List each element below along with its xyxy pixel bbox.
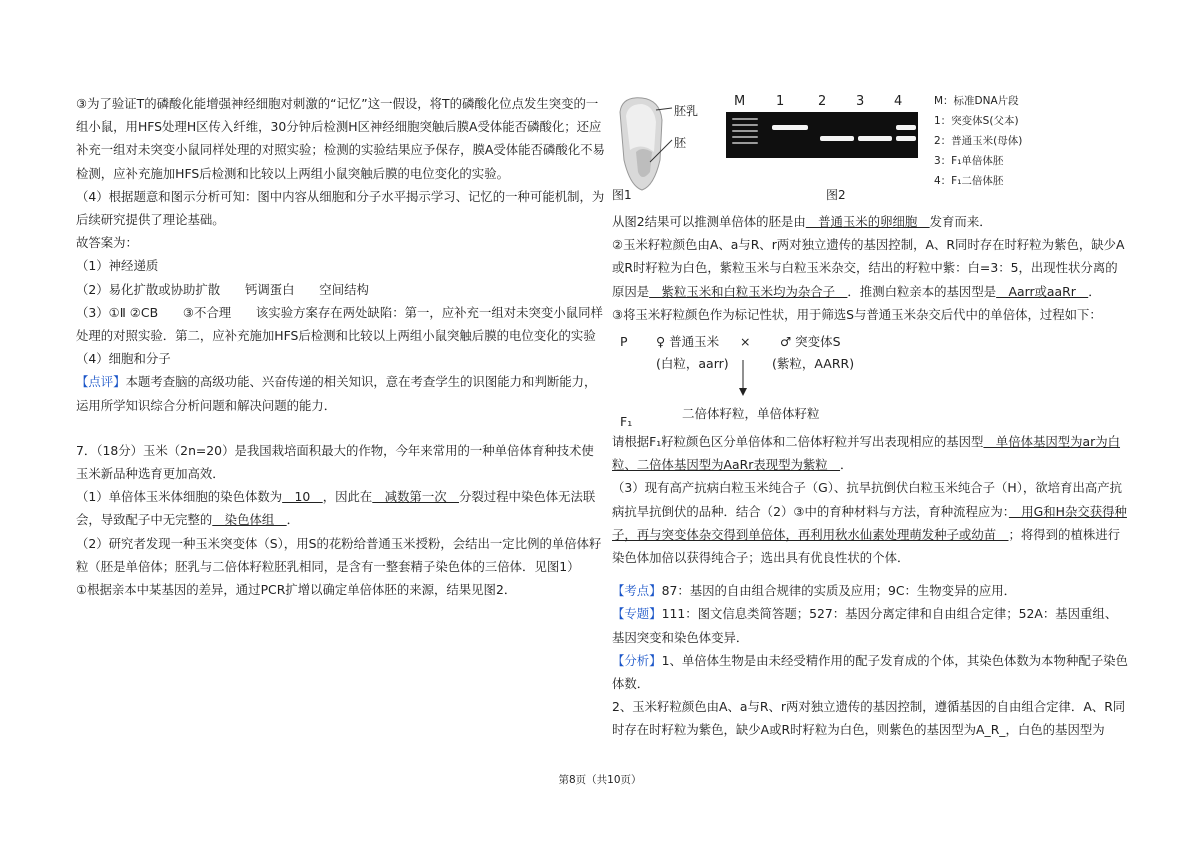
- cross-male-genotype: (紫粒，AARR): [772, 356, 855, 372]
- paragraph-r1: [612, 210, 1128, 233]
- paragraph-r3: ③将玉米籽粒颜色作为标记性状，用于筛选S与普通玉米杂交后代中的单倍体，过程如下：: [612, 306, 1102, 322]
- lane-label-1: 1: [776, 94, 785, 109]
- comment-paragraph: [76, 370, 606, 416]
- paragraph-4-analysis: （4）根据题意和图示分析可知：图中内容从细胞和分子水平揭示学习、记忆的一种可能机制，为后续研究提供了理论基础。: [76, 188, 605, 228]
- lane-label-m: M: [734, 94, 746, 109]
- figure-2-caption: 图2: [826, 188, 846, 202]
- r2-text-b: ．推测白粒亲本的基因型是: [847, 283, 997, 299]
- paragraph-r4: [612, 430, 1128, 476]
- legend-1: 1：突变体S(父本): [934, 115, 1019, 127]
- figure-2-gel: [708, 90, 1128, 202]
- r2-text: ②玉米籽粒颜色由A、a与R、r两对独立遗传的基因控制，A、R同时存在时籽粒为紫色，缺少A或R时籽粒为白色，紫粒玉米与白粒玉米杂交，结出的籽粒中紫：白=3：5，出现性状分离的原因是: [612, 237, 1125, 299]
- answer-2: （2）易化扩散或协助扩散 钙调蛋白 空间结构: [76, 281, 369, 297]
- legend-m: M：标准DNA片段: [934, 95, 1019, 107]
- fenxi-tag: 【分析】: [612, 652, 662, 668]
- kaodian-tag: 【考点】: [612, 583, 662, 599]
- gel-band: [732, 118, 758, 120]
- cross-female: ♀ 普通玉米: [656, 334, 720, 350]
- cross-female-genotype: (白粒，aarr): [656, 356, 729, 372]
- answer-1: （1）神经递质: [76, 258, 159, 274]
- lane-label-4: 4: [894, 94, 903, 109]
- paragraph-r5: [612, 476, 1128, 569]
- lane-label-3: 3: [856, 94, 865, 109]
- answer-title: 故答案为：: [76, 235, 138, 251]
- comment-text: 本题考查脑的高级功能、兴奋传递的相关知识，意在考查学生的识图能力和判断能力，运用所学知识综合分析问题和解决问题的能力．: [76, 374, 597, 413]
- gel-band: [858, 136, 892, 141]
- r5-text-a: （3）现有高产抗病白粒玉米纯合子（G）、抗旱抗倒伏白粒玉米纯合子（H），欲培育出高产抗病抗旱抗倒伏的品种．结合（2）③中的育种材料与方法，育种流程应为：: [612, 480, 1123, 519]
- gel-band: [772, 125, 808, 130]
- r4-text-a: 请根据F₁籽粒颜色区分单倍体和二倍体籽粒并写出表现相应的基因型: [612, 434, 984, 450]
- left-column: [76, 92, 606, 601]
- cross-f1-label: F₁: [620, 414, 633, 430]
- r1-text-b: 发育而来．: [929, 214, 992, 229]
- question-7-2-1: ①根据亲本中某基因的差异，通过PCR扩增以确定单倍体胚的来源，结果见图2．: [76, 582, 517, 598]
- figure-1-caption: 图1: [612, 188, 632, 202]
- zhuanti-paragraph: [612, 602, 1128, 648]
- kaodian-text: 87：基因的自由组合规律的实质及应用；9C：生物变异的应用．: [661, 583, 1017, 599]
- legend-3: 3：F₁单倍体胚: [934, 155, 1004, 167]
- figures-row: [612, 90, 1128, 210]
- zhuanti-text: 111：图文信息类简答题；527：基因分离定律和自由组合定律；52A：基因重组、基因突变和染色体变异．: [612, 606, 1118, 645]
- question-7-2: （2）研究者发现一种玉米突变体（S），用S的花粉给普通玉米授粉，会结出一定比例的单倍体籽粒（胚是单倍体；胚乳与二倍体籽粒胚乳相同，是含有一整套精子染色体的三倍体．见图1）: [76, 535, 602, 574]
- fenxi-paragraph-2: 2、玉米籽粒颜色由A、a与R、r两对独立遗传的基因控制，遵循基因的自由组合定律．A、R同时存在时籽粒为紫色，缺少A或R时籽粒为白色，则紫色的基因型为A_R_，白色的基因型为: [612, 699, 1126, 738]
- gel-band: [732, 130, 758, 132]
- cross-arrow: [737, 360, 749, 398]
- q7-1-text-a: （1）单倍体玉米体细胞的染色体数为: [76, 489, 283, 505]
- gel-band: [732, 142, 758, 144]
- r1-text-a: 从图2结果可以推测单倍体的胚是由: [612, 214, 806, 229]
- kaodian-paragraph: [612, 579, 1128, 602]
- q7-1-text-d: ．: [286, 512, 300, 528]
- paragraph-3-3: ③为了验证T的磷酸化能增强神经细胞对刺激的“记忆”这一假设，将T的磷酸化位点发生突变的一组小鼠，用HFS处理H区传入纤维，30分钟后检测H区神经细胞突触后膜A受体能否磷酸化；还应补充一组对未突变小鼠同样处理的对照实验；检测的实验结果应予保存，膜A受体能否磷酸化不易检测，应补充施加HFS后检测和比较以上两组小鼠突触后膜的电位变化的实验。: [76, 96, 605, 181]
- cross-male: ♂ 突变体S: [780, 334, 841, 350]
- fenxi-text-1: 1、单倍体生物是由未经受精作用的配子发育成的个体，其染色体数为本物种配子染色体数．: [612, 652, 1128, 692]
- r4-blank: 单倍体基因型为ar为白粒、二倍体基因型为AaRr表现型为紫粒: [612, 434, 1121, 473]
- q7-1-blank-2: 减数第一次: [372, 489, 459, 505]
- q7-1-blank-3: 染色体组: [212, 512, 287, 528]
- figure-1-seed: [612, 90, 704, 200]
- right-column: [612, 90, 1128, 742]
- q7-1-blank-1: 10: [282, 489, 323, 505]
- page-footer: 第8页（共10页）: [558, 774, 642, 786]
- label-embryo: 胚: [674, 136, 687, 150]
- answer-4: （4）细胞和分子: [76, 351, 171, 367]
- answer-3: （3）①Ⅱ ②CB ③不合理 该实验方案存在两处缺陷：第一，应补充一组对未突变小鼠同样处理的对照实验．第二，应补充施加HFS后检测和比较以上两组小鼠突触后膜的电位变化的实验: [76, 304, 603, 344]
- r2-blank-1: 紫粒玉米和白粒玉米均为杂合子: [649, 283, 848, 299]
- cross-p-label: P: [620, 334, 628, 350]
- r1-blank: 普通玉米的卵细胞: [805, 214, 930, 229]
- r5-blank: 用G和H杂交获得种子，再与突变体杂交得到单倍体，再利用秋水仙素处理萌发种子或幼苗: [612, 503, 1127, 542]
- r2-blank-2: Aarr或aaRr: [996, 283, 1089, 299]
- fenxi-paragraph: [612, 649, 1128, 695]
- r4-text-b: ．: [840, 457, 853, 473]
- gel-band: [820, 136, 854, 141]
- q7-1-text-c: 分裂过程中染色体无法联会，导致配子中无完整的: [76, 489, 596, 528]
- r2-text-c: ．: [1088, 283, 1101, 299]
- gel-band: [732, 136, 758, 138]
- r5-text-b: ；将得到的植株进行染色体加倍以获得纯合子；选出具有优良性状的个体．: [612, 526, 1121, 566]
- paragraph-r2: [612, 233, 1128, 303]
- cross-times: ×: [740, 334, 751, 350]
- gel-band: [896, 136, 916, 141]
- gel-band: [896, 125, 916, 130]
- legend-2: 2：普通玉米(母体): [934, 135, 1023, 147]
- question-7-stem: 7．（18分）玉米（2n=20）是我国栽培面积最大的作物，今年来常用的一种单倍体育种技术使玉米新品种选育更加高效．: [76, 442, 594, 482]
- gel-image: [726, 112, 918, 158]
- lane-label-2: 2: [818, 94, 827, 109]
- legend-4: 4：F₁二倍体胚: [934, 175, 1004, 187]
- zhuanti-tag: 【专题】: [612, 606, 662, 622]
- question-7-1: [76, 485, 606, 531]
- q7-1-text-b: ，因此在: [322, 489, 373, 505]
- comment-tag: 【点评】: [76, 374, 126, 390]
- label-endosperm: 胚乳: [674, 104, 699, 118]
- cross-diagram: [612, 326, 1128, 430]
- gel-band: [732, 124, 758, 126]
- cross-f1-text: 二倍体籽粒，单倍体籽粒: [682, 406, 820, 422]
